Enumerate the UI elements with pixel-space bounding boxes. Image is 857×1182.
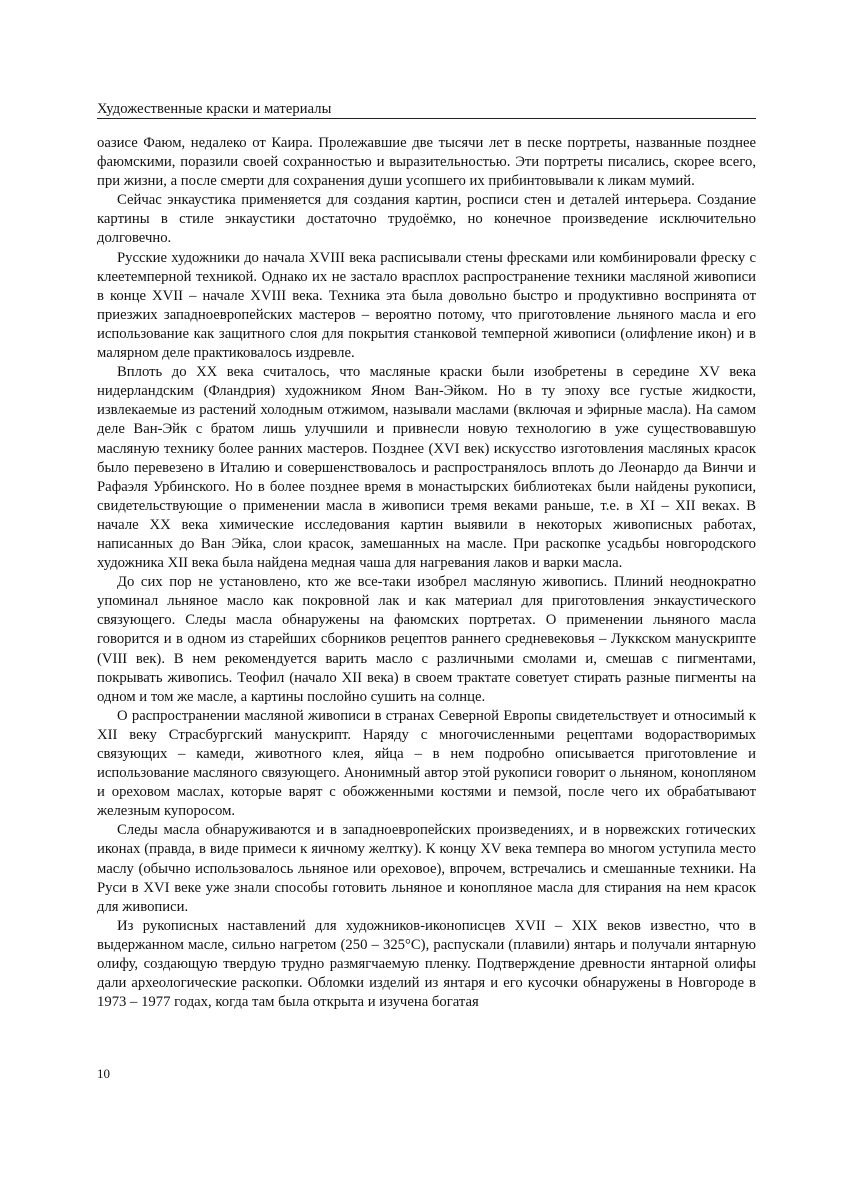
paragraph-fayum-portraits: оазисе Фаюм, недалеко от Каира. Пролежавшие две тысячи лет в песке портреты, названные позднее фаюмскими, поразили своей сохранностью и выразительностью. Эти портреты писались, скорее всего, при жизни, а после смерти для сохранения души усопшего их прибинтовывали к ликам мумий. xyxy=(97,135,756,190)
paragraph-amber-varnish: Из рукописных наставлений для художников-иконописцев XVII – XIX веков известно, что в выдержанном масле, сильно нагретом (250 – 325°C), распускали (плавили) янтарь и получали янтарную олифу, создающую твердую трудно размягчаемую пленку. Подтверждение древности янтарной олифы дали археологические раскопки. Обломки изделий из янтаря и его кусочки обнаружены в Новгороде в 1973 – 1977 годах, когда там была открыта и изучена богатая xyxy=(97,917,756,1011)
running-header: Художественные краски и материалы xyxy=(97,101,756,119)
paragraph-northern-europe: О распространении масляной живописи в странах Северной Европы свидетельствует и относимый к XII веку Страсбургский манускрипт. Наряду с многочисленными рецептами водорастворимых связующих – камеди, животного клея, яйца – в нем подробно описывается приготовление и использование масляного связующего. Анонимный автор этой рукописи говорит о льняном, конопляном и ореховом маслах, которые варят с обожженными костями и пемзой, после чего их обрабатывают железным купоросом. xyxy=(97,707,756,820)
paragraph-inventor-unknown: До сих пор не установлено, кто же все-таки изобрел масляную живопись. Плиний неоднократно упоминал льняное масло как покровной лак и как материал для приготовления энкаустического связующего. Следы масла обнаружены на фаюмских портретах. О применении льняного масла говорится и в одном из старейших сборников рецептов раннего средневековья – Луккском манускрипте (VIII век). В нем рекомендуется варить масло с различными смолами и, смешав с пигментами, покрывать живопись. Теофил (начало XII века) в своем трактате советует стирать разные пигменты на одном и том же масле, а картины послойно сушить на солнце. xyxy=(97,574,756,705)
paragraph-encaustic-today: Сейчас энкаустика применяется для создания картин, росписи стен и деталей интерьера. Создание картины в стиле энкаустики достаточно трудоёмко, но конечное произведение исключительно долговечно. xyxy=(97,192,756,247)
body-text xyxy=(97,134,756,1012)
paragraph-russian-painters: Русские художники до начала XVIII века расписывали стены фресками или комбинировали фреску с клеетемперной техникой. Однако их не застало врасплох распространение техники масляной живописи в конце XVII – начале XVIII века. Техника эта была довольно быстро и продуктивно воспринята от приезжих западноевропейских мастеров – вероятно потому, что приготовление льняного масла и его использование как защитного слоя для покрытия станковой темперной живописи (олифление икон) и в малярном деле практиковалось издревле. xyxy=(97,249,756,362)
paragraph-traces-of-oil: Следы масла обнаруживаются и в западноевропейских произведениях, и в норвежских готических иконах (правда, в виде примеси к яичному желтку). К концу XV века темпера во многом уступила место маслу (обычно использовалось льняное или ореховое), впрочем, встречались и смешанные техники. На Руси в XVI веке уже знали способы готовить льняное и конопляное масла для стирания на нем красок для живописи. xyxy=(97,822,756,915)
page-number: 10 xyxy=(97,1066,110,1081)
paragraph-van-eyck: Вплоть до XX века считалось, что масляные краски были изобретены в середине XV века нидерландским (Фландрия) художником Яном Ван-Эйком. Но в ту эпоху все густые жидкости, извлекаемые из растений холодным отжимом, называли маслами (включая и эфирные масла). На самом деле Ван-Эйк с братом лишь улучшили и привнесли новую технологию в уже существовавшую масляную технику более ранних мастеров. Позднее (XVI век) искусство изготовления масляных красок было перевезено в Италию и совершенствовалось и распространялось вплоть до Леонардо да Винчи и Рафаэля Урбинского. Но в более позднее время в монастырских библиотеках были найдены рукописи, свидетельствующие о применении масла в живописи тремя веками раньше, т.е. в XI – XII веках. В начале XX века химические исследования картин выявили в некоторых живописных работах, написанных до Ван Эйка, слои красок, замешанных на масле. При раскопке усадьбы новгородского художника XII века была найдена медная чаша для нагревания лаков и варки масла. xyxy=(97,364,756,572)
